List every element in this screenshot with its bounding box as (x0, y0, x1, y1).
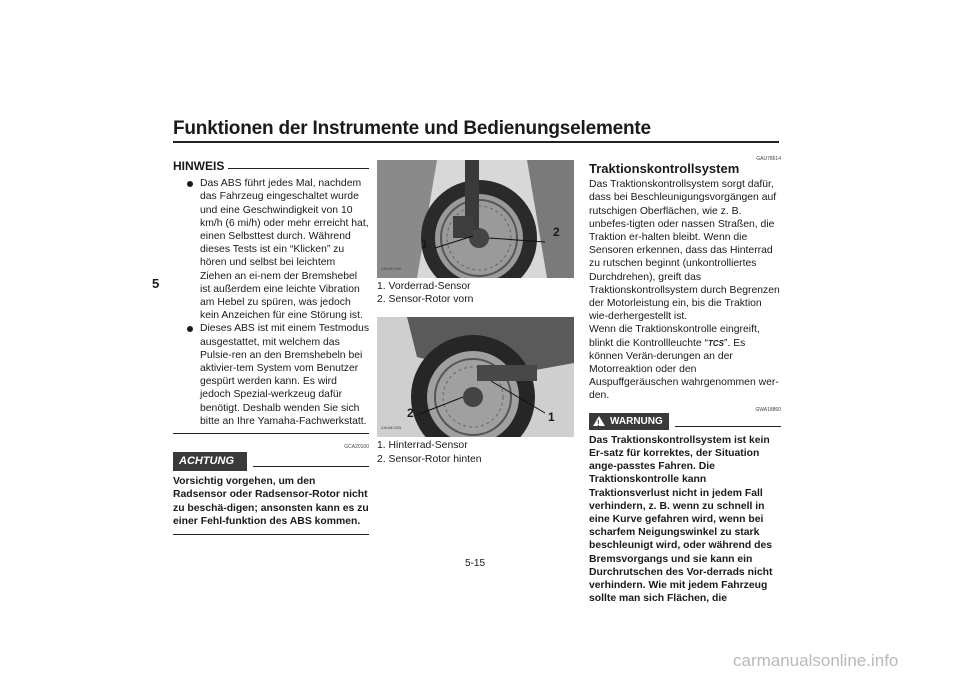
callout-1: 1 (421, 237, 428, 251)
caption-item: 2. Sensor-Rotor vorn (377, 294, 474, 306)
column-middle (377, 160, 574, 466)
watermark: carmanualsonline.info (733, 651, 899, 670)
warning-triangle-icon: ! (593, 416, 605, 426)
traction-paragraph-2: Wenn die Traktionskontrolle eingreift, blinkt die Kontrollleuchte “TCS”. Es können Verän-derungen an der Motorreaktion oder den Auspuffgeräuschen wahrgenommen wer-den. (589, 324, 779, 402)
section-code: GAU78614 (756, 156, 781, 162)
section-title: Traktionskontrollsystem (589, 161, 740, 176)
figure-caption (377, 439, 574, 465)
rear-wheel-photo (377, 317, 574, 437)
hinweis-bullet: Das ABS führt jedes Mal, nachdem das Fahrzeug eingeschaltet wurde und eine Geschwindigkeit von 10 km/h (6 mi/h) oder mehr erreicht hat, einen Selbsttest durch. Während dieses Tests ist ein “Klicken” zu hören und selbst bei leichtem Ziehen an ei-nem der Bremshebel ist außerdem eine leichte Vibration am Hebel zu spüren, was jedoch kein Anzeichen für eine Störung ist. (173, 177, 369, 322)
callout-2: 2 (407, 406, 414, 421)
section-rule (173, 433, 369, 434)
chapter-number: 5 (152, 276, 160, 291)
caption-item: 1. Hinterrad-Sensor (377, 440, 468, 452)
bullet-icon (187, 181, 193, 187)
tcs-indicator-icon: TCS (707, 338, 724, 348)
front-wheel-photo (377, 160, 574, 278)
section-rule (173, 534, 369, 535)
caption-item: 1. Vorderrad-Sensor (377, 281, 471, 292)
hinweis-heading: HINWEIS (173, 160, 369, 173)
traction-paragraph: Das Traktionskontrollsystem sorgt dafür, dass bei Beschleunigungsvorgängen auf rutschigen Oberflächen, wie z. B. unbefes-tigten oder nassen Straßen, die Traktion er-halten bleibt. Wenn die Sensoren erkennen, dass das Hinterrad zu rutschen beginnt (unkontrolliertes Durchdrehen), greift das Traktionskontrollsystem durch Begrenzen der Motorleistung ein, bis die Traktion wie-derhergestellt ist. (589, 179, 780, 323)
title-rule (173, 141, 779, 143)
image-code: ZAUM1905 (381, 425, 402, 431)
caption-item: 2. Sensor-Rotor hinten (377, 453, 482, 465)
page-title: Funktionen der Instrumente und Bedienungselemente (173, 118, 651, 139)
warnung-text: Das Traktionskontrollsystem ist kein Er-satz für korrektes, der Situation ange-passtes Fahren. Die Traktionskontrolle kann Traktionsverlust nicht in jedem Fall verhindern, z. B. wenn zu schnell in eine Kurve gefahren wird, wenn bei scharfem Neigungswinkel zu stark beschleunigt wird, oder während des Bremsvorgangs und sie kann ein Durchrutschen des Vor-derrads nicht verhindern. Wie mit jedem Fahrzeug sollte man sich Flächen, die (589, 434, 773, 605)
image-code: ZAUM1906 (381, 265, 402, 271)
bullet-icon (187, 326, 193, 332)
achtung-badge: ACHTUNG (173, 452, 247, 471)
achtung-code: GCA20100 (344, 444, 369, 451)
warnung-heading (589, 413, 781, 430)
warnung-code: GWA18860 (755, 406, 781, 413)
achtung-text: Vorsichtig vorgehen, um den Radsensor oder Radsensor-Rotor nicht zu beschä-digen; ansonsten kann es zu einer Fehl-funktion des ABS kommen. (173, 476, 369, 527)
column-left (173, 160, 369, 535)
warnung-badge: ! WARNUNG (589, 413, 669, 430)
achtung-heading (173, 452, 369, 471)
callout-2: 2 (553, 225, 560, 239)
page-number: 5-15 (465, 558, 486, 569)
hinweis-bullet: Dieses ABS ist mit einem Testmodus ausgestattet, mit welchem das Pulsie-ren an den Bremshebeln bei aktivier-tem System vom Benutzer gespürt werden kann. Es wird jedoch Spezial-werkzeug dafür benötigt. Deshalb wenden Sie sich bitte an Ihre Yamaha-Fachwerkstatt. (173, 322, 369, 428)
column-right (589, 156, 781, 606)
callout-1: 1 (548, 410, 555, 425)
figure-caption (377, 280, 574, 306)
